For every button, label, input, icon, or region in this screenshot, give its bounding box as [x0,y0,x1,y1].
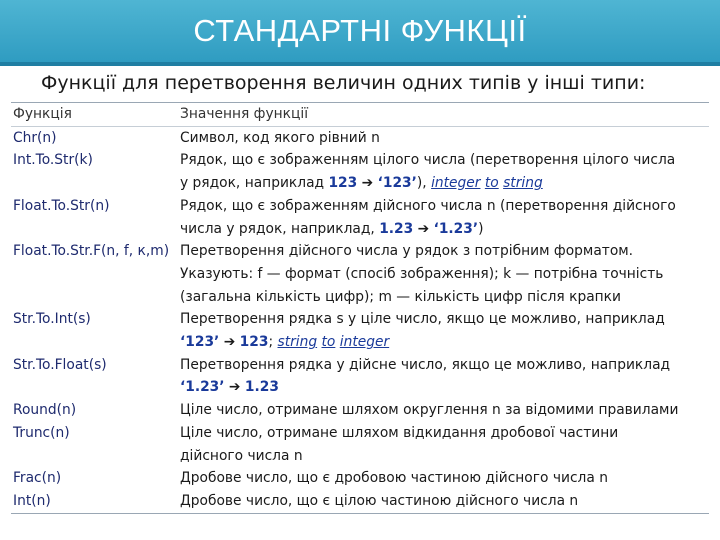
type-to-word: to [321,334,336,351]
right-arrow-icon: ➔ [361,175,374,192]
example-value: 1.23 [379,220,414,237]
description-line: Дробове число, що є цілою частиною дійсного числа n [180,492,579,509]
column-header-value: Значення функції [180,106,309,122]
subtitle: Функції для перетворення величин одних типів у інші типи: [41,72,646,94]
function-description [180,422,709,467]
function-name: Chr(n) [13,129,57,146]
function-name: Trunc(n) [13,424,70,441]
function-name: Str.To.Float(s) [13,356,107,373]
table-row [11,490,709,513]
right-arrow-icon: ➔ [228,379,241,396]
table-row [11,240,709,308]
description-line: Указують: f — формат (спосіб зображення); k — потрібна точність [180,265,664,282]
function-description [180,399,709,422]
description-line: Перетворення дійсного числа у рядок з потрібним форматом. [180,243,634,260]
description-line [180,331,709,354]
example-result: ‘1.23’ [433,220,479,237]
function-name: Frac(n) [13,470,62,487]
example-result: 123 [239,334,269,351]
type-to-word: to [484,175,499,192]
description-line: (загальна кількість цифр); m — кількість цифр після крапки [180,288,621,305]
description-line: Символ, код якого рівний n [180,129,380,146]
description-line: Перетворення рядка s у ціле число, якщо це можливо, наприклад [180,311,665,328]
text-fragment: у рядок, наприклад [180,175,329,192]
right-arrow-icon: ➔ [417,220,430,237]
function-name: Float.To.Str(n) [13,197,110,214]
function-name: Str.To.Int(s) [13,311,91,328]
type-from: string [277,334,318,351]
right-arrow-icon: ➔ [223,334,236,351]
function-description [180,467,709,490]
function-description [180,354,709,399]
text-fragment: ) [478,220,484,237]
example-value: 123 [328,175,358,192]
description-line [180,376,709,399]
function-description [180,240,709,308]
example-result: 1.23 [244,379,279,396]
text-fragment: числа у рядок, наприклад, [180,220,380,237]
table-row [11,195,709,240]
function-description [180,127,709,150]
description-line: Перетворення рядка у дійсне число, якщо це можливо, наприклад [180,356,671,373]
description-line: Дробове число, що є дробовою частиною дійсного числа n [180,470,608,487]
example-result: ‘123’ [377,175,417,192]
table-row [11,127,709,150]
text-fragment: ; [268,334,278,351]
type-from: integer [431,175,481,192]
type-to: string [503,175,543,192]
example-value: ‘1.23’ [180,379,225,396]
function-name: Int.To.Str(k) [13,152,93,169]
type-to: integer [339,334,390,351]
table-row [11,399,709,422]
function-name: Round(n) [13,402,77,419]
table-row [11,308,709,353]
description-line: Ціле число, отримане шляхом відкидання дробової частини [180,424,619,441]
example-value: ‘123’ [180,334,220,351]
description-line: Ціле число, отримане шляхом округлення n за відомими правилами [180,402,679,419]
function-description [180,490,709,513]
table-row [11,354,709,399]
function-name: Int(n) [13,492,51,509]
table-row [11,467,709,490]
description-line: Рядок, що є зображенням дійсного числа n (перетворення дійсного [180,197,676,214]
page-title: СТАНДАРТНІ ФУНКЦІЇ [193,13,527,48]
function-description [180,195,709,240]
function-description [180,308,709,353]
functions-table [11,102,709,514]
description-line: Рядок, що є зображенням цілого числа (перетворення цілого числа [180,152,676,169]
table-row [11,149,709,194]
title-banner [0,0,720,66]
table-row [11,422,709,467]
function-description [180,149,709,194]
description-line [180,218,709,241]
description-line [180,172,709,195]
function-name: Float.To.Str.F(n, f, к,m) [13,243,170,260]
text-fragment: ), [416,175,432,192]
description-line: дійсного числа n [180,447,303,464]
column-header-function: Функція [13,106,72,122]
table-header [11,103,709,127]
